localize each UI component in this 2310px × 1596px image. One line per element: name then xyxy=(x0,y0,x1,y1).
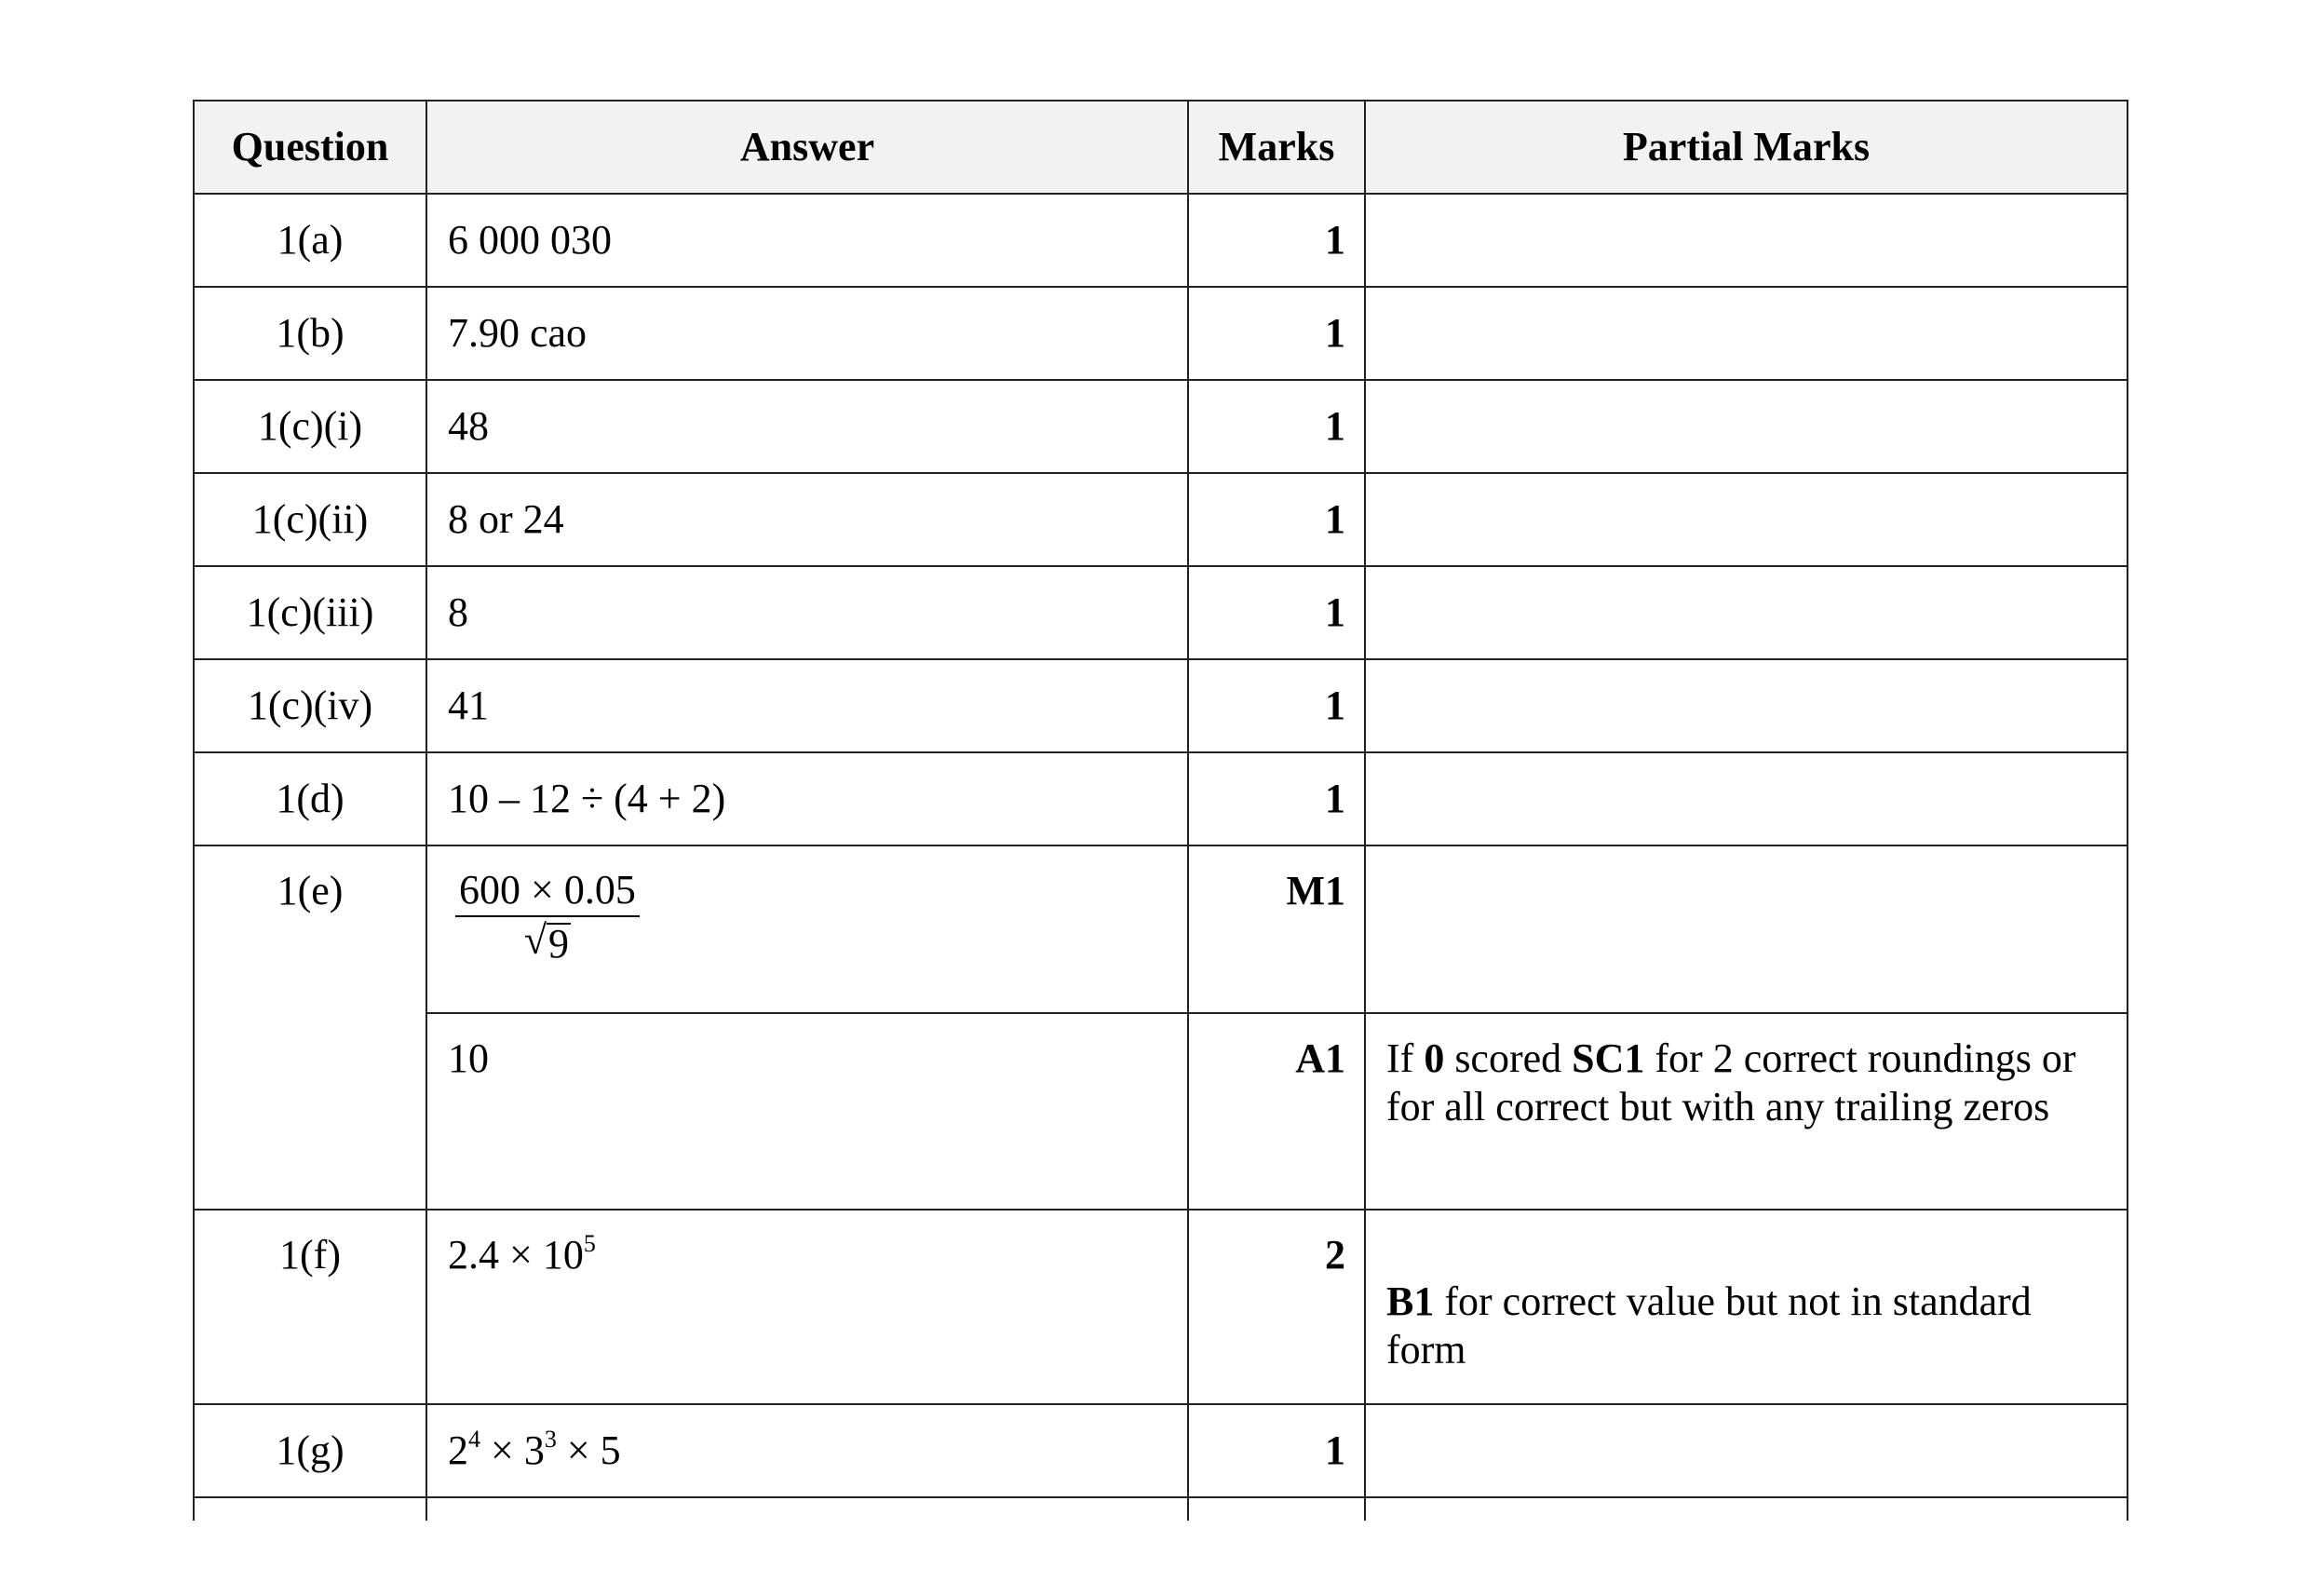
table-row xyxy=(194,380,2128,473)
table-row-cutoff xyxy=(194,1497,2128,1521)
marks-cell: 1 xyxy=(1188,194,1365,287)
marks-cell: 1 xyxy=(1188,380,1365,473)
partial-text: for correct value but not in standard form xyxy=(1386,1278,2032,1373)
question-cell: 1(d) xyxy=(194,752,426,845)
answer-base: × 5 xyxy=(556,1427,621,1473)
answer-cell: 41 xyxy=(426,659,1188,752)
partial-bold-mark: SC1 xyxy=(1572,1035,1645,1081)
table-row xyxy=(194,1210,2128,1404)
partial-marks-cell xyxy=(1365,566,2128,659)
table-row xyxy=(194,752,2128,845)
partial-text: scored xyxy=(1444,1035,1573,1081)
partial-marks-cell xyxy=(1365,380,2128,473)
partial-marks-cell xyxy=(1365,1013,2128,1210)
answer-cell xyxy=(426,1404,1188,1497)
marks-cell: A1 xyxy=(1188,1013,1365,1210)
partial-text: If xyxy=(1386,1035,1425,1081)
question-cell: 1(e) xyxy=(194,845,426,1210)
answer-cell: 10 xyxy=(426,1013,1188,1210)
answer-base: 2 xyxy=(448,1427,468,1473)
question-cell: 1(g) xyxy=(194,1404,426,1497)
question-cell: 1(f) xyxy=(194,1210,426,1404)
partial-marks-cell xyxy=(1365,752,2128,845)
partial-marks-cell xyxy=(1365,194,2128,287)
question-cell: 1(a) xyxy=(194,194,426,287)
table-row xyxy=(194,1013,2128,1210)
table-row xyxy=(194,1404,2128,1497)
answer-base: 2.4 × 10 xyxy=(448,1232,584,1278)
table-row xyxy=(194,287,2128,380)
square-root xyxy=(523,917,571,967)
table-row xyxy=(194,659,2128,752)
partial-marks-cell xyxy=(1365,1404,2128,1497)
square-root-radicand: 9 xyxy=(547,921,569,967)
marks-cell: 2 xyxy=(1188,1210,1365,1404)
question-cell: 1(c)(iii) xyxy=(194,566,426,659)
square-root-sign: √ xyxy=(523,917,547,963)
answer-base: × 3 xyxy=(480,1427,545,1473)
answer-cell xyxy=(426,845,1188,1013)
table-row xyxy=(194,845,2128,1013)
answer-cell xyxy=(426,1497,1188,1521)
partial-marks-cell xyxy=(1365,473,2128,566)
partial-bold-mark: 0 xyxy=(1424,1035,1445,1081)
answer-cell: 6 000 030 xyxy=(426,194,1188,287)
question-cell: 1(b) xyxy=(194,287,426,380)
marks-cell: 1 xyxy=(1188,566,1365,659)
answer-cell: 10 – 12 ÷ (4 + 2) xyxy=(426,752,1188,845)
question-cell: 1(c)(iv) xyxy=(194,659,426,752)
marks-cell: 1 xyxy=(1188,659,1365,752)
marks-cell xyxy=(1188,1497,1365,1521)
question-cell: 1(c)(i) xyxy=(194,380,426,473)
table-row xyxy=(194,194,2128,287)
header-marks: Marks xyxy=(1188,101,1365,194)
question-cell: 1(c)(ii) xyxy=(194,473,426,566)
table-row xyxy=(194,566,2128,659)
partial-marks-cell xyxy=(1365,659,2128,752)
answer-exponent: 4 xyxy=(468,1426,480,1453)
fraction-denominator xyxy=(455,917,640,967)
answer-cell: 48 xyxy=(426,380,1188,473)
answer-cell: 8 xyxy=(426,566,1188,659)
partial-marks-cell xyxy=(1365,287,2128,380)
fraction-numerator: 600 × 0.05 xyxy=(455,867,640,917)
question-cell xyxy=(194,1497,426,1521)
partial-bold-mark: B1 xyxy=(1386,1278,1435,1324)
header-row xyxy=(194,101,2128,194)
marks-cell: 1 xyxy=(1188,287,1365,380)
table-row xyxy=(194,473,2128,566)
marks-cell: 1 xyxy=(1188,473,1365,566)
partial-marks-cell xyxy=(1365,1210,2128,1404)
partial-text: for 2 correct roundings or for all correct but with any trailing zeros xyxy=(1386,1035,2076,1129)
header-question: Question xyxy=(194,101,426,194)
marks-cell: 1 xyxy=(1188,752,1365,845)
partial-marks-cell xyxy=(1365,845,2128,1013)
header-partial-marks: Partial Marks xyxy=(1365,101,2128,194)
marks-cell: 1 xyxy=(1188,1404,1365,1497)
answer-exponent: 3 xyxy=(544,1426,557,1453)
partial-marks-cell xyxy=(1365,1497,2128,1521)
mark-scheme-table xyxy=(193,100,2128,1521)
answer-cell: 8 or 24 xyxy=(426,473,1188,566)
marks-cell: M1 xyxy=(1188,845,1365,1013)
header-answer: Answer xyxy=(426,101,1188,194)
fraction-expression xyxy=(455,867,640,967)
answer-cell xyxy=(426,1210,1188,1404)
answer-cell: 7.90 cao xyxy=(426,287,1188,380)
answer-exponent: 5 xyxy=(583,1230,596,1257)
